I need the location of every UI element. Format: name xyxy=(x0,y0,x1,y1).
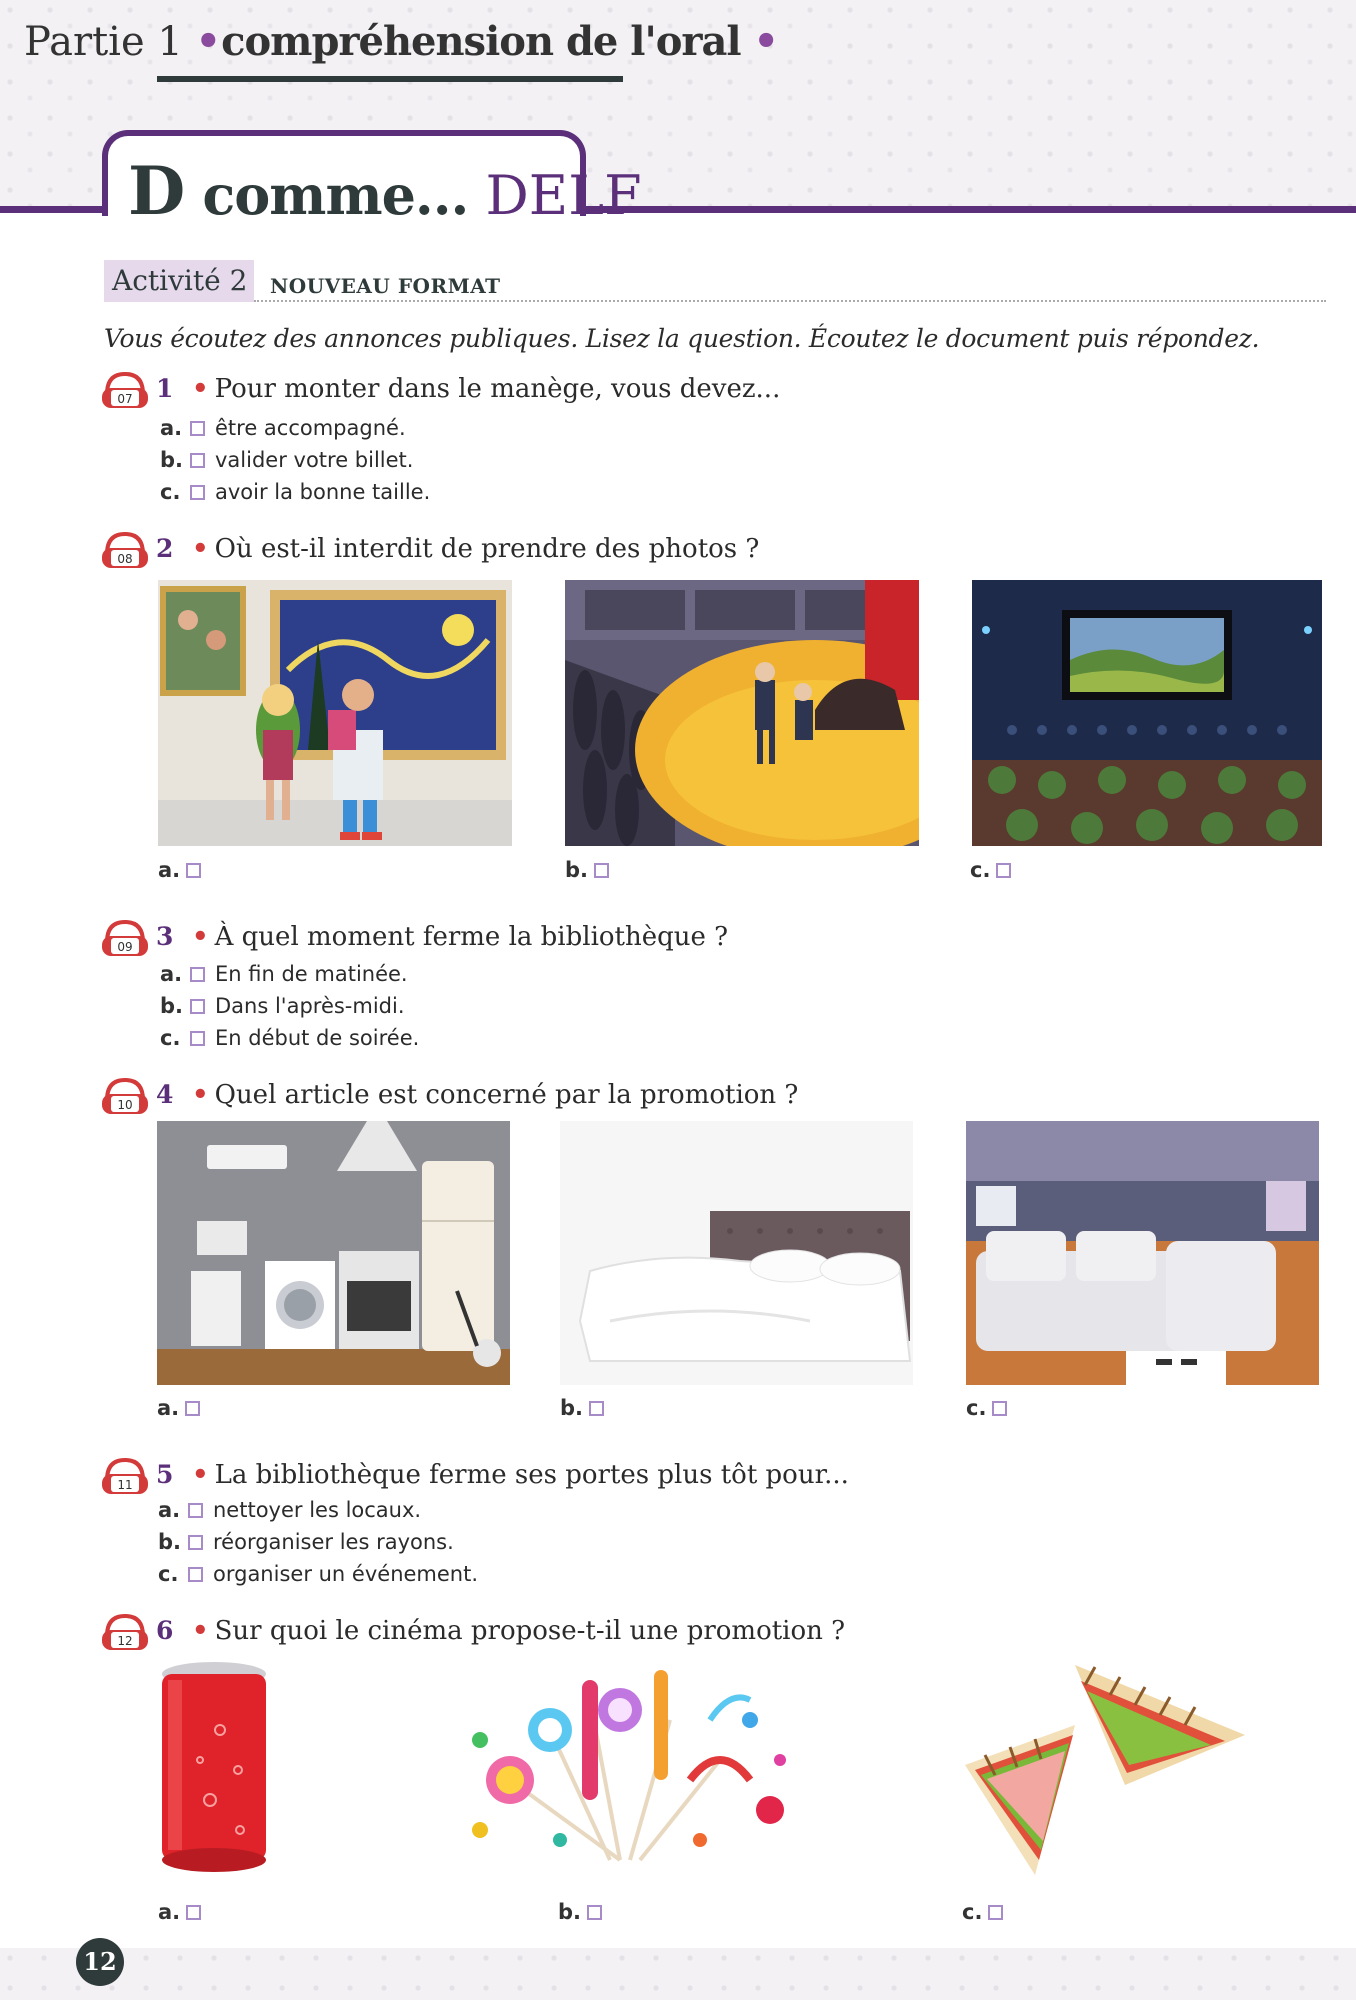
picture-2c-label: c. xyxy=(970,858,1021,882)
checkbox[interactable] xyxy=(188,1535,203,1550)
option-5b: b. réorganiser les rayons. xyxy=(158,1530,454,1554)
option-1a: a. être accompagné. xyxy=(160,416,406,440)
checkbox[interactable] xyxy=(589,1401,604,1416)
checkbox[interactable] xyxy=(186,863,201,878)
option-3c: c. En début de soirée. xyxy=(160,1026,420,1050)
headphones-icon[interactable] xyxy=(102,370,148,410)
option-3a: a. En fin de matinée. xyxy=(160,962,408,986)
checkbox[interactable] xyxy=(188,1567,203,1582)
sandwich-picture xyxy=(955,1655,1255,1880)
option-1b: b. valider votre billet. xyxy=(160,448,414,472)
header-underline xyxy=(157,76,623,82)
checkbox[interactable] xyxy=(185,1401,200,1416)
headphones-icon[interactable] xyxy=(102,530,148,570)
checkbox[interactable] xyxy=(996,863,1011,878)
option-1c: c. avoir la bonne taille. xyxy=(160,480,431,504)
svg-text:08: 08 xyxy=(117,552,133,566)
svg-text:11: 11 xyxy=(117,1478,133,1492)
header-title: compréhension de l'oral xyxy=(221,18,741,65)
checkbox[interactable] xyxy=(190,999,205,1014)
option-5a: a. nettoyer les locaux. xyxy=(158,1498,422,1522)
picture-2a-label: a. xyxy=(158,858,211,882)
checkbox[interactable] xyxy=(190,485,205,500)
question-text: Où est-il interdit de prendre des photos ? xyxy=(214,534,760,564)
picture-6c-label: c. xyxy=(962,1900,1013,1924)
checkbox[interactable] xyxy=(190,1031,205,1046)
option-5c: c. organiser un événement. xyxy=(158,1562,479,1586)
museum-picture xyxy=(158,580,512,846)
option-3b: b. Dans l'après-midi. xyxy=(160,994,405,1018)
picture-6a-label: a. xyxy=(158,1900,211,1924)
headphones-icon[interactable] xyxy=(102,1456,148,1496)
sofa-picture xyxy=(966,1121,1319,1385)
picture-4b-label: b. xyxy=(560,1396,614,1420)
activity-label: Activité 2 xyxy=(112,264,248,297)
question-text: Sur quoi le cinéma propose-t-il une promotion ? xyxy=(214,1616,846,1646)
question-text: Quel article est concerné par la promotion ? xyxy=(214,1080,799,1110)
page-number: 12 xyxy=(76,1938,124,1986)
headphones-icon[interactable] xyxy=(102,1612,148,1652)
checkbox[interactable] xyxy=(190,453,205,468)
page-header: Partie 1 •compréhension de l'oral • xyxy=(24,18,779,65)
svg-text:07: 07 xyxy=(117,392,133,406)
activity-format: NOUVEAU FORMAT xyxy=(270,274,501,298)
picture-4a-label: a. xyxy=(157,1396,210,1420)
activity-divider xyxy=(254,300,1326,302)
checkbox[interactable] xyxy=(188,1503,203,1518)
picture-6b-label: b. xyxy=(558,1900,612,1924)
checkbox[interactable] xyxy=(587,1905,602,1920)
headphones-icon[interactable] xyxy=(102,918,148,958)
candy-picture xyxy=(450,1660,810,1880)
picture-2b-label: b. xyxy=(565,858,619,882)
checkbox[interactable] xyxy=(190,421,205,436)
svg-text:12: 12 xyxy=(117,1634,133,1648)
checkbox[interactable] xyxy=(594,863,609,878)
bed-picture xyxy=(560,1121,913,1385)
appliances-picture xyxy=(157,1121,510,1385)
checkbox[interactable] xyxy=(988,1905,1003,1920)
soda-can-picture xyxy=(150,1660,280,1880)
checkbox[interactable] xyxy=(992,1401,1007,1416)
cinema-picture xyxy=(972,580,1322,846)
svg-text:09: 09 xyxy=(117,940,133,954)
question-text: À quel moment ferme la bibliothèque ? xyxy=(214,922,729,952)
instruction-text: Vous écoutez des annonces publiques. Lisez la question. Écoutez le document puis répondez. xyxy=(104,324,1260,353)
banner-title: D comme... DELF xyxy=(128,152,642,230)
checkbox[interactable] xyxy=(186,1905,201,1920)
checkbox[interactable] xyxy=(190,967,205,982)
picture-4c-label: c. xyxy=(966,1396,1017,1420)
question-text: Pour monter dans le manège, vous devez... xyxy=(214,374,781,404)
footer-background xyxy=(0,1948,1356,2000)
concert-picture xyxy=(565,580,919,846)
question-text: La bibliothèque ferme ses portes plus tôt pour... xyxy=(214,1460,849,1490)
headphones-icon[interactable] xyxy=(102,1076,148,1116)
svg-text:10: 10 xyxy=(117,1098,133,1112)
